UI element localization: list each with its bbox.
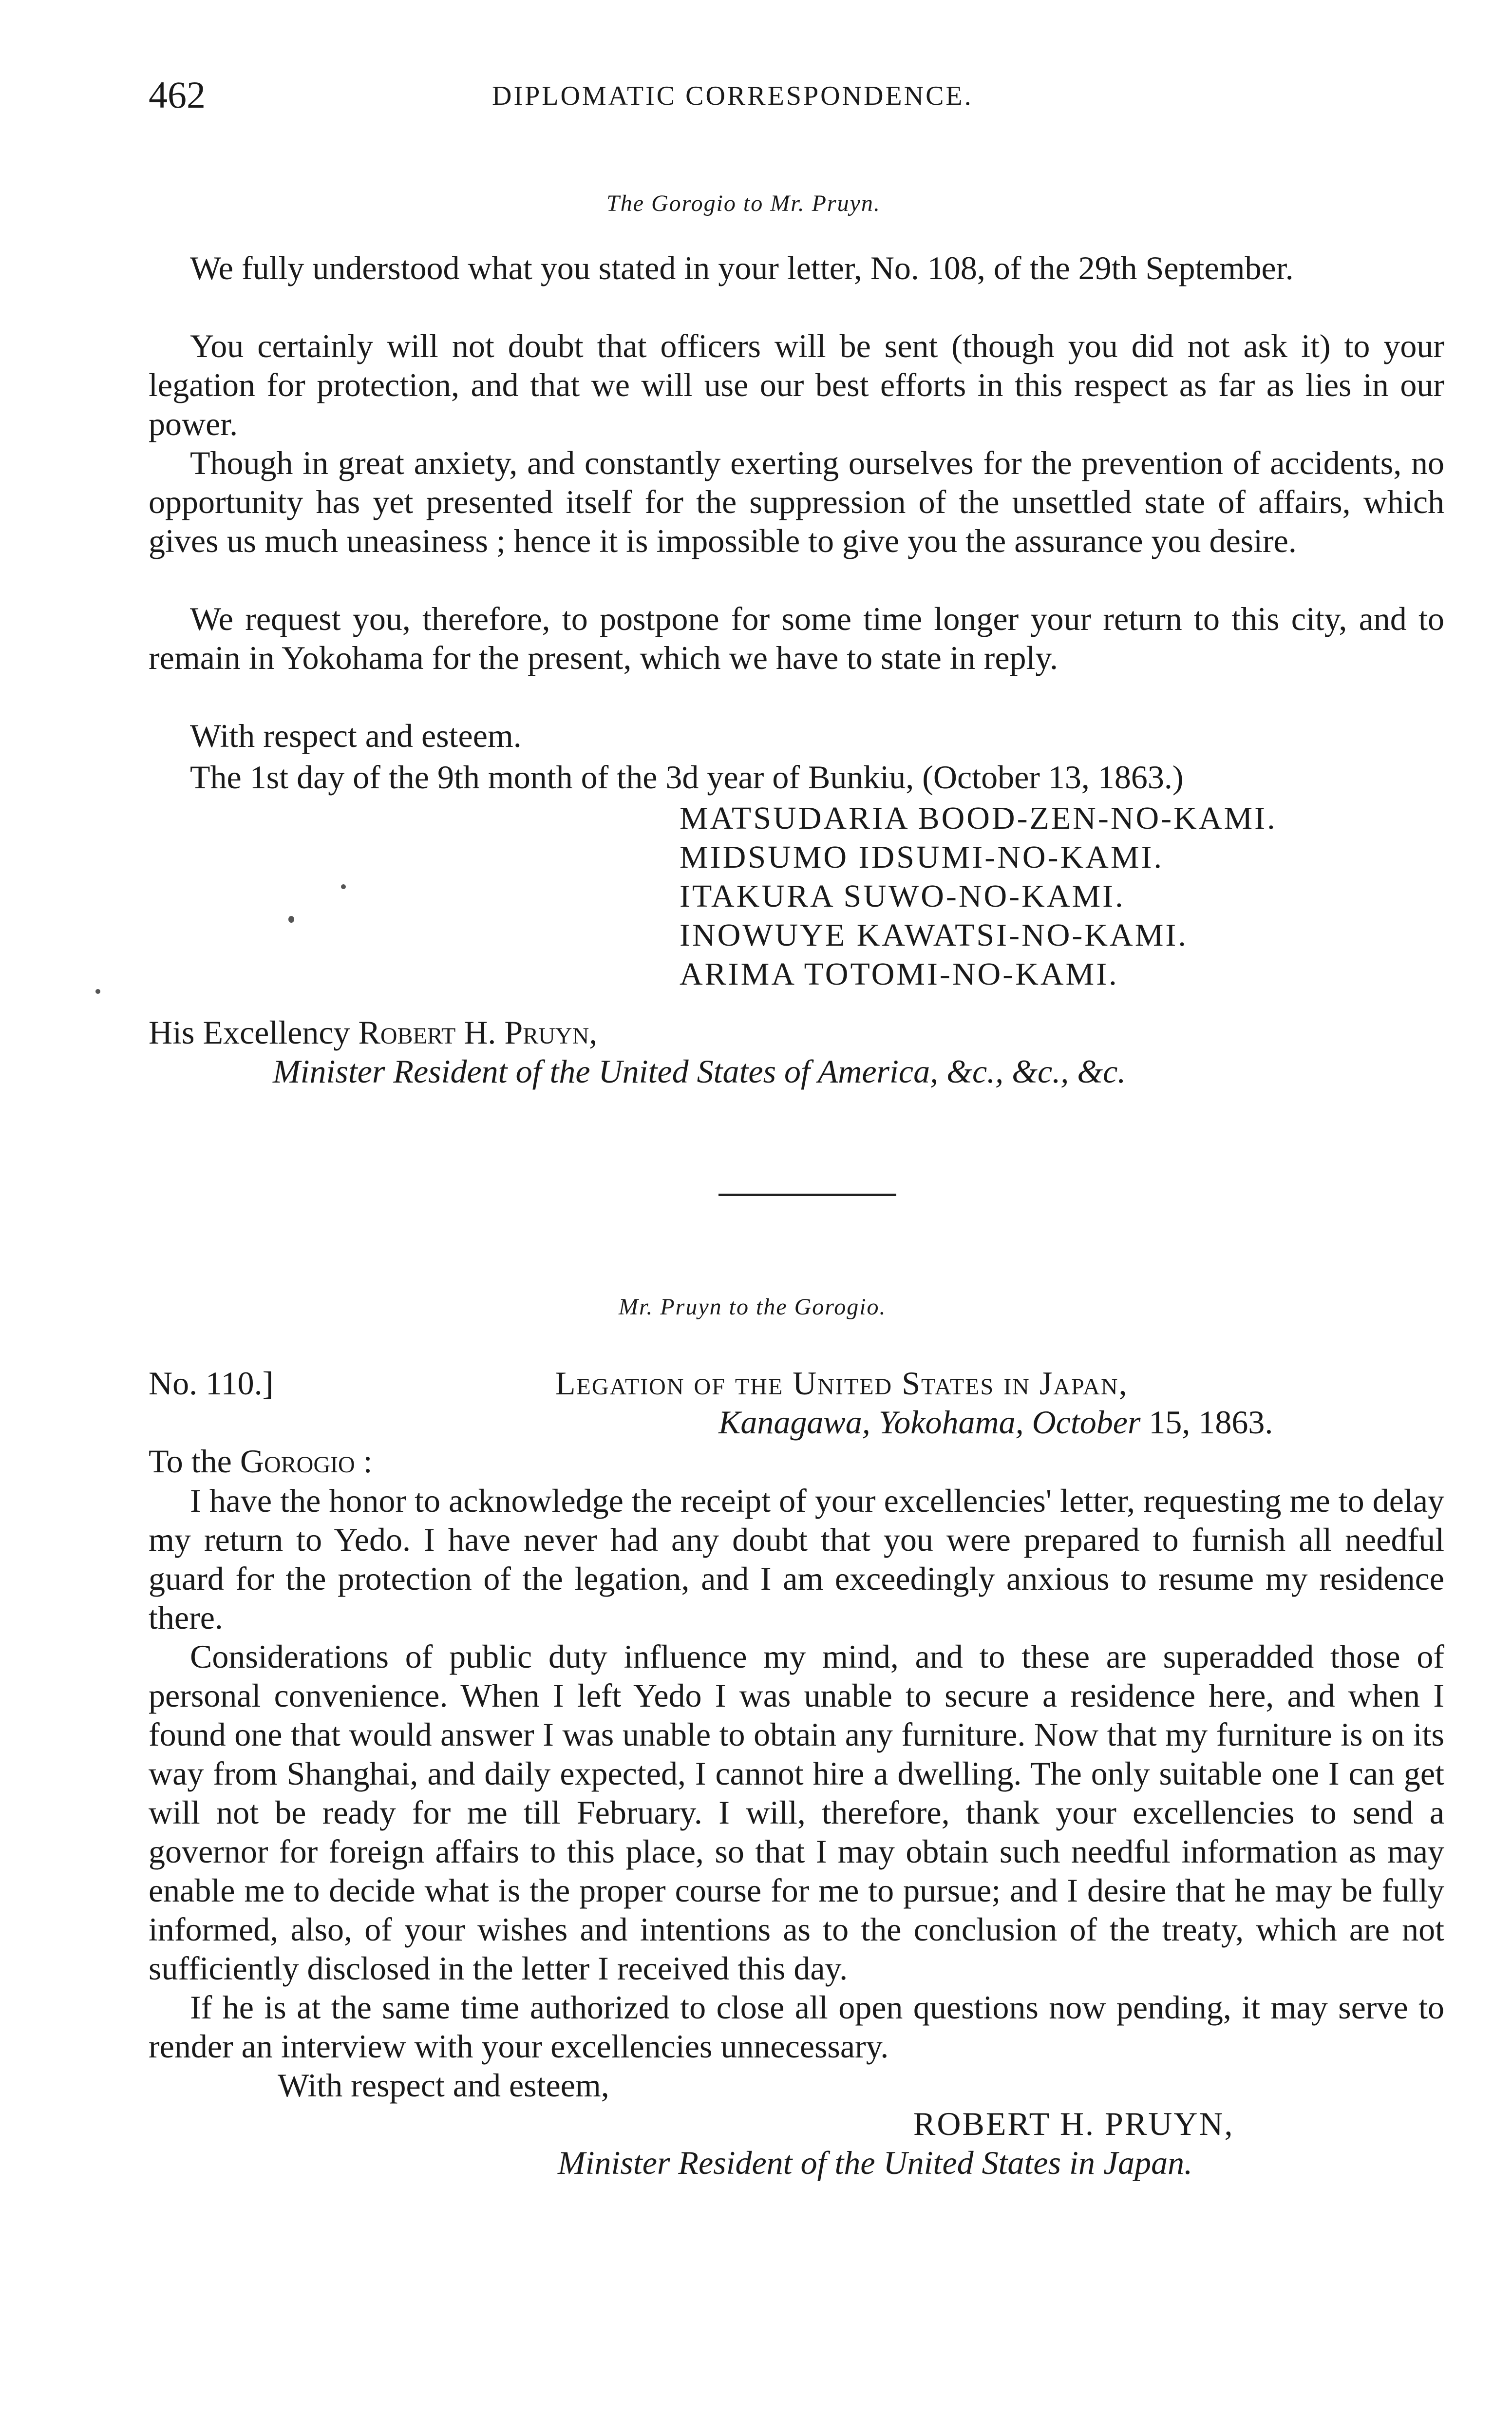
letter2-paragraph-1: I have the honor to acknowledge the receipt of your excellencies' letter, requesting me to delay my return to Yedo. I have never had any doubt that you were prepared to furnish all needful guard for the protection of the legation, and I am exceedingly anxious to resume my residence there. — [149, 1482, 1444, 1636]
letter1-addressee-title: Minister Resident of the United States of America, &c., &c., &c. — [273, 1053, 1126, 1090]
location-text: Kanagawa, Yokohama, October — [718, 1404, 1141, 1441]
letter1-closing: With respect and esteem. — [190, 717, 522, 754]
letter2-location — [718, 1403, 1273, 1442]
letter2-paragraph-3: If he is at the same time authorized to close all open questions now pending, it may serve to render an interview with your excellencies unnecessary. — [149, 1989, 1444, 2065]
letter1-date-line: The 1st day of the 9th month of the 3d year of Bunkiu, (October 13, 1863.) — [190, 759, 1184, 796]
letter2-heading: Mr. Pruyn to the Gorogio. — [619, 1294, 887, 1320]
section-divider — [718, 1194, 896, 1196]
ink-speck — [288, 916, 294, 923]
signatory: ITAKURA SUWO-NO-KAMI. — [680, 878, 1125, 914]
salutation-name: Gorogio — [240, 1443, 355, 1480]
signatory: MATSUDARIA BOOD-ZEN-NO-KAMI. — [680, 800, 1277, 836]
letter1-paragraph-1: We fully understood what you stated in your letter, No. 108, of the 29th September. — [190, 249, 1294, 286]
ink-speck — [95, 989, 100, 994]
signatory: ARIMA TOTOMI-NO-KAMI. — [680, 956, 1119, 992]
signatory: MIDSUMO IDSUMI-NO-KAMI. — [680, 839, 1164, 875]
letter2-signer: ROBERT H. PRUYN, — [913, 2105, 1234, 2142]
letter1-paragraph-3: Though in great anxiety, and constantly exerting ourselves for the prevention of accidents, no opportunity has yet presented itself for the suppression of the unsettled state of affairs, which gives us much uneasiness ; hence it is impossible to give you the assurance you desire. — [149, 444, 1444, 559]
letter2-legation: Legation of the United States in Japan, — [555, 1365, 1128, 1402]
letter2-number: No. 110.] — [149, 1365, 274, 1402]
letter2-closing: With respect and esteem, — [278, 2067, 609, 2104]
letter2-paragraph-2: Considerations of public duty influence my mind, and to these are superadded those of personal convenience. When I left Yedo I was unable to secure a residence here, and when I found one that would answer I was unable to obtain any furniture. Now that my furniture is on its way from Shanghai, and daily expected, I cannot hire a dwelling. The only suitable one I can get will not be ready for me till February. I will, therefore, thank your excellencies to send a governor for foreign affairs to this place, so that I may obtain such needful information as may enable me to decide what is the proper course for me to pursue; and I desire that he may be fully informed, also, of your wishes and intentions as to the conclusion of the treaty, which are not sufficiently disclosed in the letter I received this day. — [149, 1638, 1444, 1987]
letter2-signer-title: Minister Resident of the United States in Japan. — [558, 2144, 1193, 2181]
addressee-name: Robert H. Pruyn, — [358, 1014, 598, 1051]
letter1-heading: The Gorogio to Mr. Pruyn. — [606, 190, 881, 216]
salutation-suffix: : — [355, 1443, 373, 1480]
letter2-salutation — [149, 1442, 373, 1481]
running-title: DIPLOMATIC CORRESPONDENCE. — [492, 81, 973, 111]
salutation-prefix: To the — [149, 1443, 232, 1480]
letter1-addressee — [149, 1013, 597, 1052]
page-number: 462 — [149, 74, 206, 116]
addressee-prefix: His Excellency — [149, 1014, 350, 1051]
letter1-paragraph-2: You certainly will not doubt that officers will be sent (though you did not ask it) to your legation for protection, and that we will use our best efforts in this respect as far as lies in our power. — [149, 327, 1444, 442]
letter1-signatories — [680, 799, 1277, 994]
location-date: 15, 1863. — [1149, 1404, 1273, 1441]
ink-speck — [341, 884, 346, 889]
signatory: INOWUYE KAWATSI-NO-KAMI. — [680, 917, 1188, 953]
letter1-paragraph-4: We request you, therefore, to postpone for some time longer your return to this city, and to remain in Yokohama for the present, which we have to state in reply. — [149, 600, 1444, 676]
